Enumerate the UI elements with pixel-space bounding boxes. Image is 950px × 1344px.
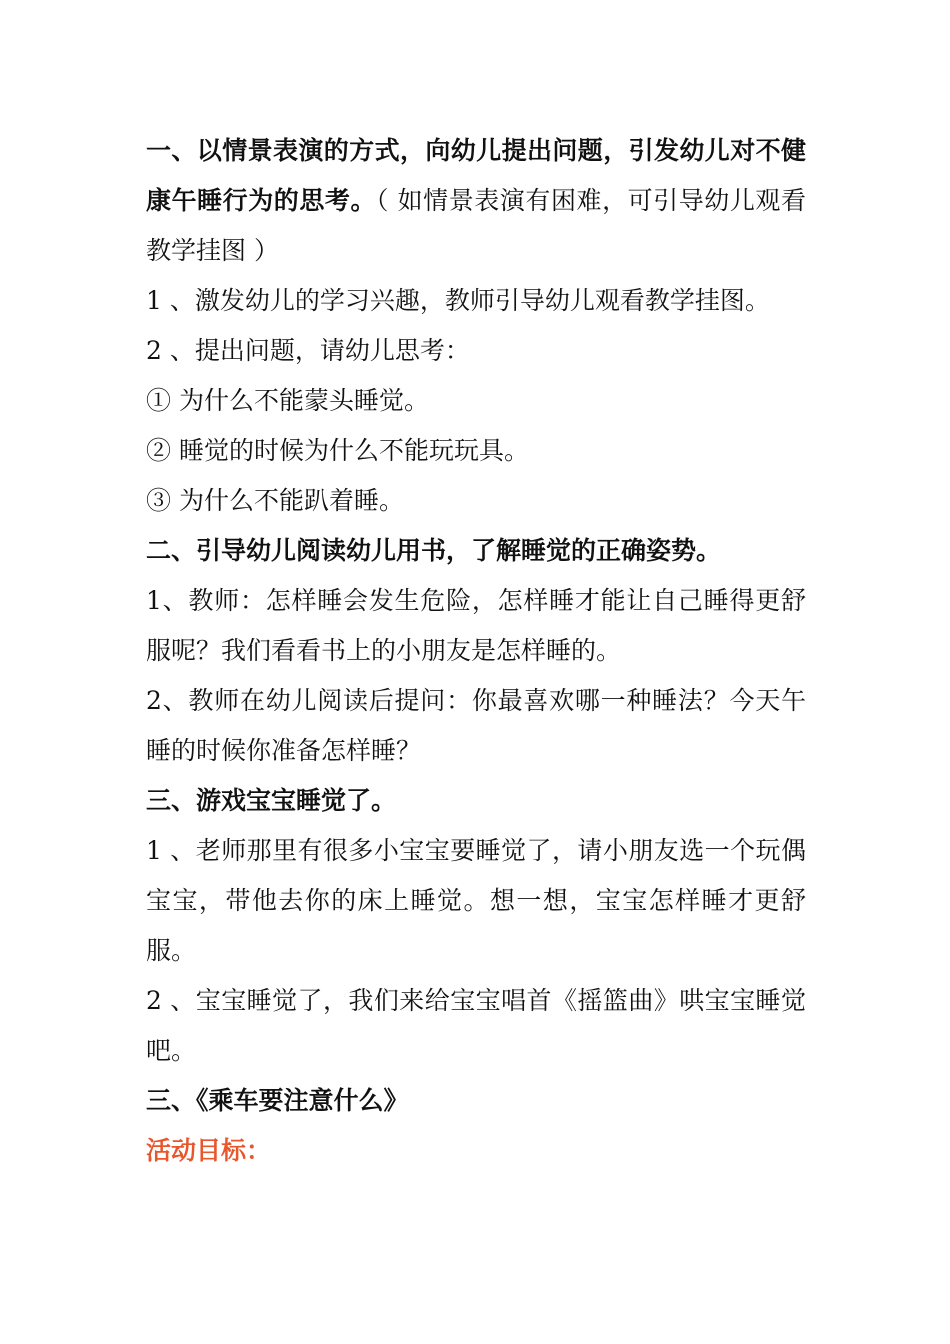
step-1-2: 2 、提出问题，请幼儿思考： xyxy=(146,336,470,365)
lesson-title: 三、《乘车要注意什么》 xyxy=(146,1086,409,1115)
step-1-1: 1 、激发幼儿的学习兴趣，教师引导幼儿观看教学挂图。 xyxy=(146,286,770,315)
section-three-heading: 三、游戏宝宝睡觉了。 xyxy=(146,786,397,815)
question-3: ③ 为什么不能趴着睡。 xyxy=(146,486,404,515)
section-one-paragraph xyxy=(146,126,806,276)
section-two-heading: 二、引导幼儿阅读幼儿用书，了解睡觉的正确姿势。 xyxy=(146,536,722,565)
step-3-2: 2 、宝宝睡觉了，我们来给宝宝唱首《摇篮曲》哄宝宝睡觉吧。 xyxy=(146,986,806,1065)
section-one-heading: 一、以情景表演的方式，向幼儿提出问题，引发幼儿对不健康午睡行为的思考。 xyxy=(146,136,806,215)
section-one-note: （ 如情景表演有困难，可引导幼儿观看教学挂图 ） xyxy=(146,186,806,265)
step-2-2: 2、教师在幼儿阅读后提问：你最喜欢哪一种睡法？今天午睡的时候你准备怎样睡？ xyxy=(146,686,806,765)
step-2-1: 1、教师：怎样睡会发生危险，怎样睡才能让自己睡得更舒服呢？我们看看书上的小朋友是怎样睡的。 xyxy=(146,586,806,665)
question-1: ① 为什么不能蒙头睡觉。 xyxy=(146,386,429,415)
document-page xyxy=(146,126,806,1176)
step-3-1: 1 、老师那里有很多小宝宝要睡觉了，请小朋友选一个玩偶宝宝，带他去你的床上睡觉。想一想，宝宝怎样睡才更舒服。 xyxy=(146,836,806,965)
activity-goals-heading: 活动目标： xyxy=(146,1136,272,1165)
question-2: ② 睡觉的时候为什么不能玩玩具。 xyxy=(146,436,529,465)
